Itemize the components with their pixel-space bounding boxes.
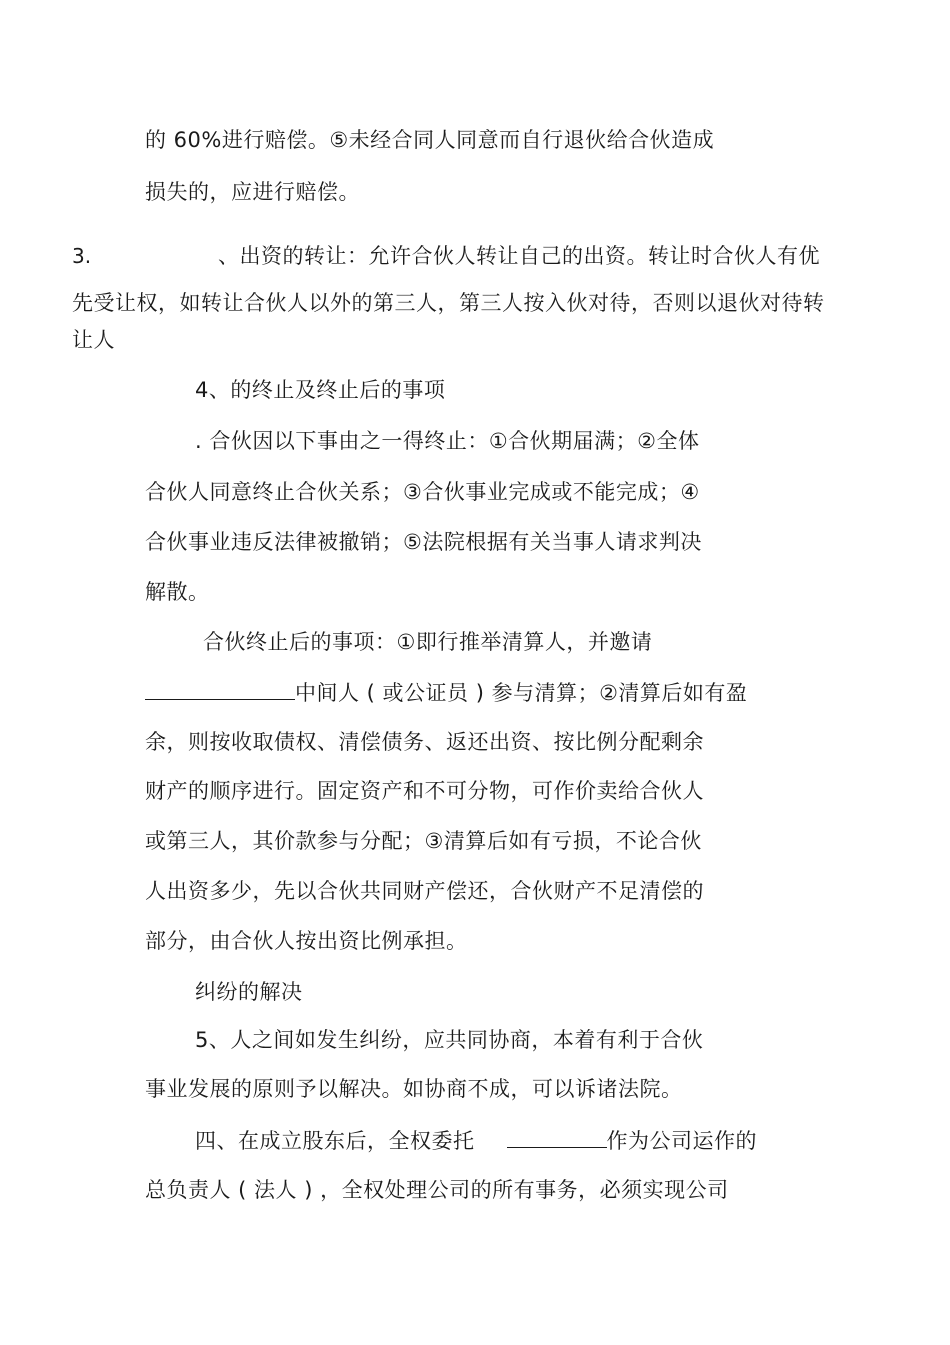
- section-number: 3.: [72, 244, 92, 268]
- paragraph-text: 作为公司运作的: [606, 1129, 757, 1153]
- paragraph-line: 财产的顺序进行。固定资产和不可分物，可作价卖给合伙人: [145, 779, 704, 803]
- paragraph-line: 总负责人 ( 法人 ) ，全权处理公司的所有事务，必须实现公司: [145, 1178, 729, 1202]
- fill-in-blank[interactable]: [507, 1125, 607, 1148]
- paragraph-line: 事业发展的原则予以解决。如协商不成，可以诉诸法院。: [145, 1077, 683, 1101]
- paragraph-line: 先受让权，如转让合伙人以外的第三人，第三人按入伙对待，否则以退伙对待转: [72, 291, 825, 315]
- paragraph-line-with-blank: [145, 677, 747, 707]
- paragraph-text: 四、在成立股东后，全权委托: [195, 1129, 475, 1153]
- paragraph-line: 合伙终止后的事项：①即行推举清算人，并邀请: [203, 630, 653, 654]
- paragraph-text: 中间人 ( 或公证员 ) 参与清算；②清算后如有盈: [295, 681, 748, 705]
- paragraph-line: 损失的，应进行赔偿。: [145, 180, 360, 204]
- paragraph-line: 、出资的转让：允许合伙人转让自己的出资。转让时合伙人有优: [218, 244, 820, 268]
- fill-in-blank[interactable]: [145, 677, 295, 700]
- paragraph-line: 部分，由合伙人按出资比例承担。: [145, 929, 468, 953]
- paragraph-line: 合伙人同意终止合伙关系；③合伙事业完成或不能完成；④: [145, 480, 700, 504]
- paragraph-line: 人出资多少，先以合伙共同财产偿还，合伙财产不足清偿的: [145, 879, 704, 903]
- paragraph-line: 5、人之间如发生纠纷，应共同协商，本着有利于合伙: [195, 1028, 704, 1052]
- section-heading: 4、的终止及终止后的事项: [195, 378, 446, 402]
- paragraph-line: . 合伙因以下事由之一得终止：①合伙期届满；②全体: [195, 429, 700, 453]
- paragraph-line: 合伙事业违反法律被撤销；⑤法院根据有关当事人请求判决: [145, 530, 702, 554]
- paragraph-line: 余，则按收取债权、清偿债务、返还出资、按比例分配剩余: [145, 730, 704, 754]
- paragraph-line: 或第三人，其价款参与分配；③清算后如有亏损，不论合伙: [145, 829, 702, 853]
- paragraph-line: 的 60%进行赔偿。⑤未经合同人同意而自行退伙给合伙造成: [145, 128, 715, 152]
- section-heading: 纠纷的解决: [195, 980, 303, 1004]
- paragraph-line: 解散。: [145, 580, 210, 604]
- paragraph-line: 让人: [72, 328, 115, 352]
- paragraph-line-with-blank: [195, 1125, 757, 1155]
